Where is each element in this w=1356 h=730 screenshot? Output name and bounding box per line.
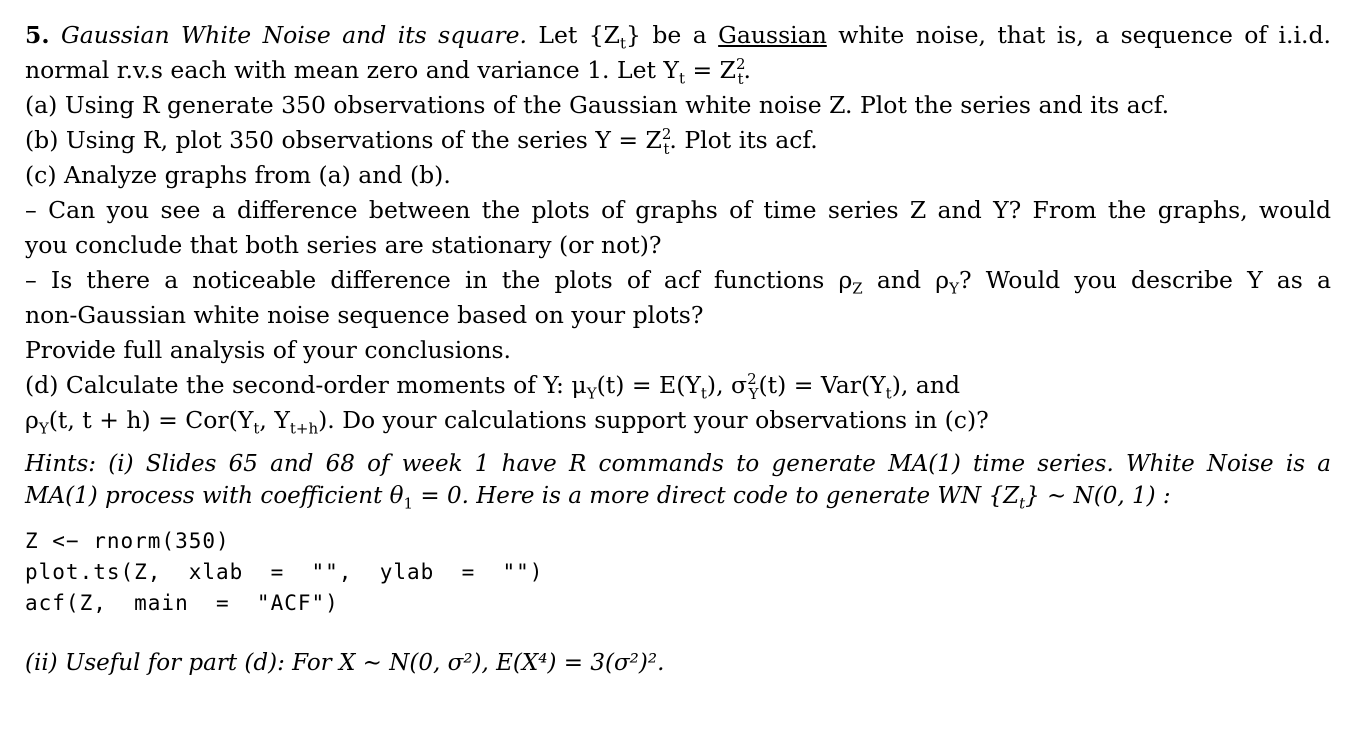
subscript-Y: Y — [586, 384, 597, 403]
question-1-line-2: you conclude that both series are stationary (or not)? — [25, 231, 662, 259]
intro-text-a: Let {Z — [538, 21, 621, 49]
subscript-t: t — [253, 419, 260, 438]
problem-header-line — [25, 18, 1331, 53]
part-d2-text-a: ρ — [25, 406, 39, 434]
part-d-text-c: ), σ — [706, 371, 748, 399]
problem-number: 5. — [25, 21, 50, 49]
part-b-text-a: (b) Using R, plot 350 observations of the series Y = Z — [25, 126, 662, 154]
subscript-t: t — [700, 384, 707, 403]
subscript-t: t — [885, 384, 892, 403]
hint-ii: (ii) Useful for part (d): For X ∼ N(0, σ²), E(X⁴) = 3(σ²)². — [25, 650, 665, 676]
problem-title: Gaussian White Noise and its square. — [60, 21, 527, 49]
hints-text-b: = 0. Here is a more direct code to generate WN {Z — [413, 483, 1020, 509]
subscript-t-plus-h: t+h — [289, 419, 319, 438]
part-d-text-d: (t) = Var(Y — [758, 371, 886, 399]
subscript-t: t — [678, 69, 685, 88]
part-d-text-b: (t) = E(Y — [596, 371, 701, 399]
code-line-3: acf(Z, main = "ACF") — [25, 591, 339, 615]
gaussian-underlined: Gaussian — [718, 21, 827, 49]
line2-text-c: . — [743, 56, 751, 84]
subscript-Y: Y — [38, 419, 49, 438]
subscript-Y: Y — [949, 279, 959, 298]
problem-document — [25, 18, 1335, 679]
part-d2-text-c: , Y — [259, 406, 290, 434]
code-line-2: plot.ts(Z, xlab = "", ylab = "") — [25, 560, 544, 584]
hints-line-1: Hints: (i) Slides 65 and 68 of week 1 have R commands to generate MA(1) time series. White Noise is a — [25, 451, 1331, 477]
intro-text-c: white noise, that is, a sequence of i.i.d. — [826, 21, 1331, 49]
intro-text-b: } be a — [626, 21, 719, 49]
subscript-Y: Y — [748, 384, 759, 403]
hints-text-a: MA(1) process with coefficient θ — [25, 483, 404, 509]
intro-line-2 — [25, 53, 1335, 88]
part-d2-text-d: ). Do your calculations support your observations in (c)? — [318, 406, 989, 434]
question-2-line-1 — [25, 263, 1331, 298]
subscript-t: t — [1019, 494, 1026, 513]
part-d2-text-b: (t, t + h) = Cor(Y — [48, 406, 254, 434]
question-1-line-1: – Can you see a difference between the plots of graphs of time series Z and Y? From the graphs, would — [25, 196, 1331, 224]
part-c: (c) Analyze graphs from (a) and (b). — [25, 161, 451, 189]
part-b-text-b: . Plot its acf. — [669, 126, 818, 154]
q2-text-c: ? Would you describe Y as a — [958, 266, 1331, 294]
subscript-t: t — [663, 139, 670, 158]
subscript-t: t — [737, 69, 744, 88]
q2-text-a: – Is there a noticeable difference in the plots of acf functions ρ — [25, 266, 853, 294]
part-d-text-a: (d) Calculate the second-order moments of Y: μ — [25, 371, 587, 399]
part-d-line-2 — [25, 403, 1335, 438]
superscript-2: 2 — [735, 55, 746, 74]
part-b — [25, 123, 1335, 158]
conclusion-line: Provide full analysis of your conclusions. — [25, 336, 512, 364]
hints-text-c: } ∼ N(0, 1) : — [1025, 483, 1171, 509]
line2-text-a: normal r.v.s each with mean zero and variance 1. Let Y — [25, 56, 679, 84]
subscript-Z: Z — [852, 279, 863, 298]
subscript-1: 1 — [403, 494, 414, 513]
q2-text-b: and ρ — [862, 266, 950, 294]
superscript-2: 2 — [747, 370, 757, 389]
hints-line-2 — [25, 480, 1335, 512]
subscript-t: t — [620, 34, 627, 53]
question-2-line-2: non-Gaussian white noise sequence based on your plots? — [25, 301, 704, 329]
line2-text-b: = Z — [684, 56, 736, 84]
part-d-line-1 — [25, 368, 1335, 403]
superscript-2: 2 — [661, 125, 672, 144]
part-d-text-e: ), and — [891, 371, 960, 399]
code-line-1: Z <− rnorm(350) — [25, 529, 230, 553]
part-a: (a) Using R generate 350 observations of the Gaussian white noise Z. Plot the series and its acf. — [25, 91, 1170, 119]
